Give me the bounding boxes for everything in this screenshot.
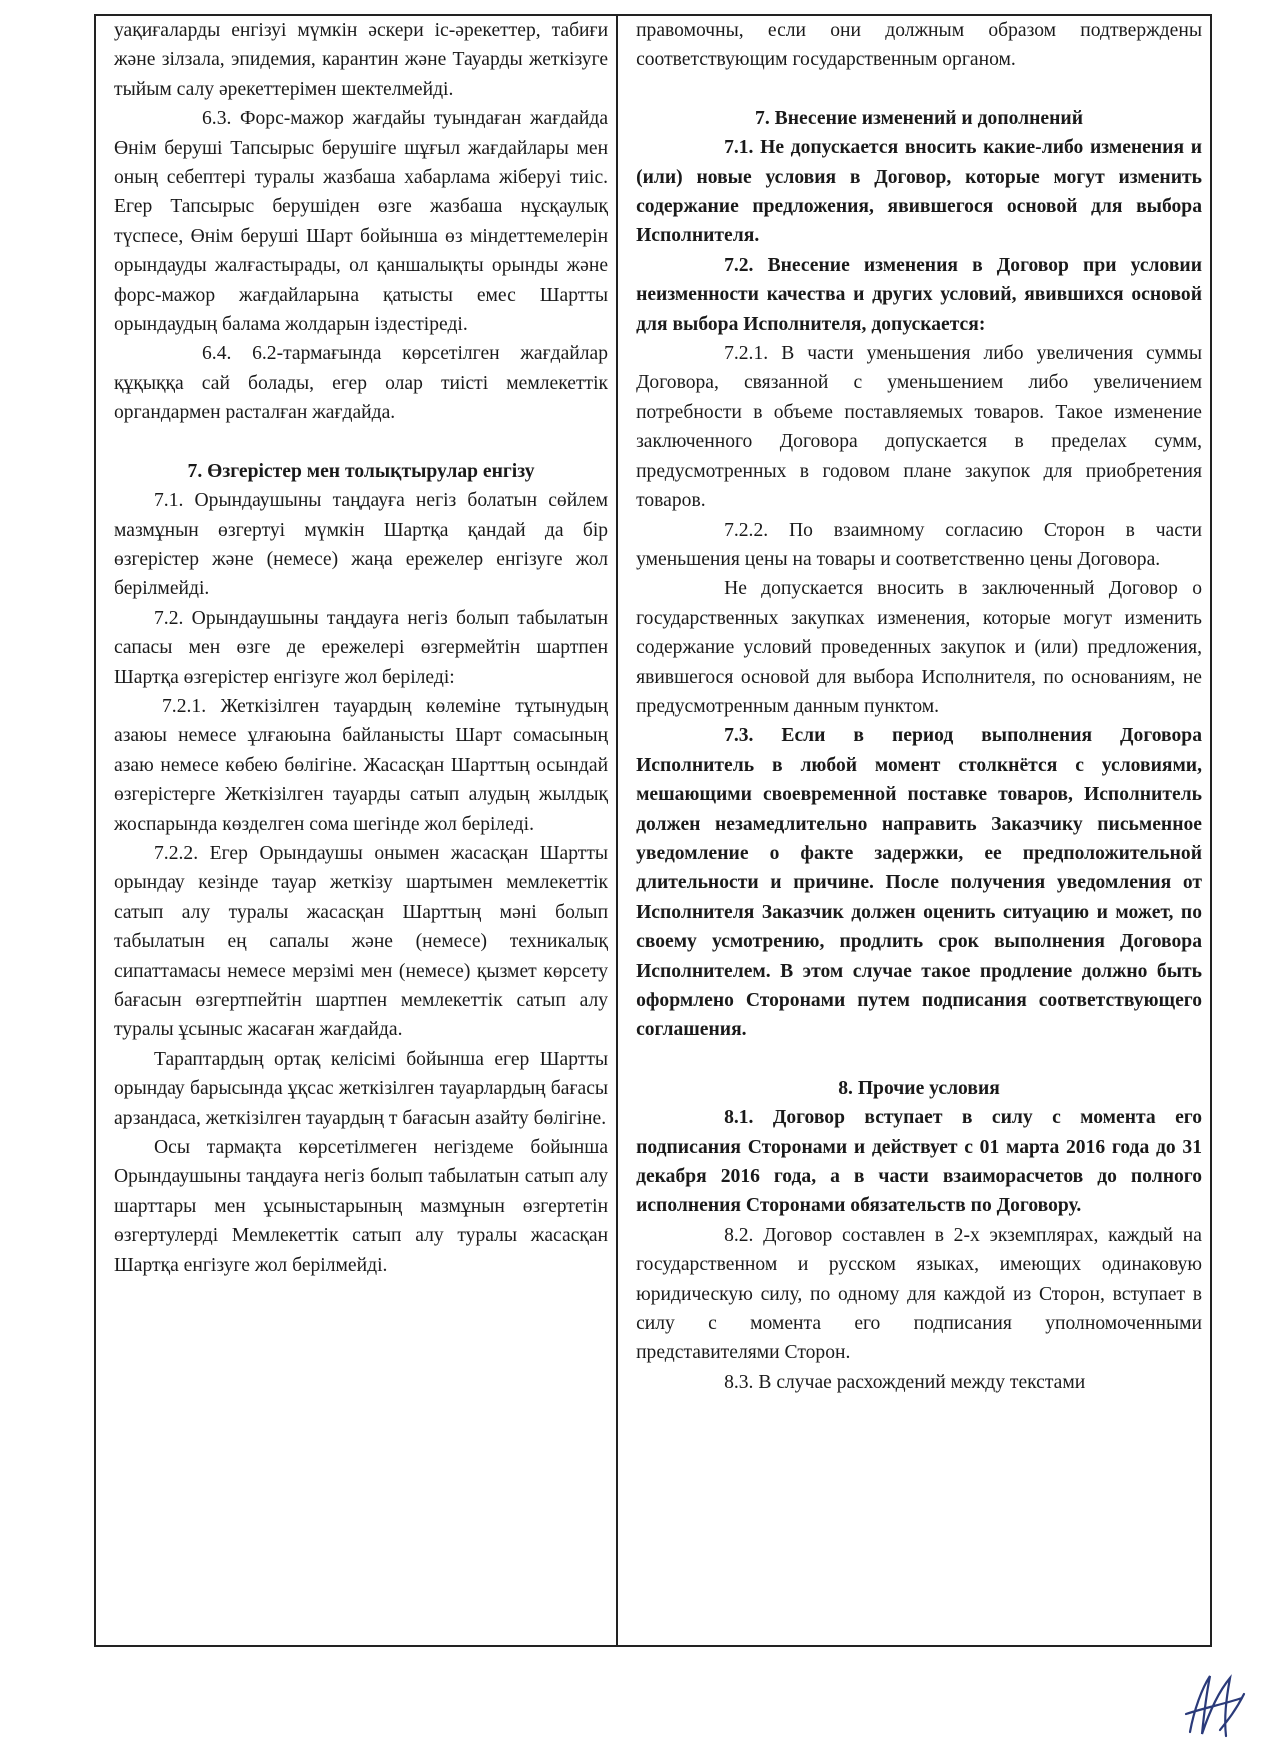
kz-mutual-agreement: Тараптардың ортақ келісімі бойынша егер Шартты орындау барысында ұқсас жеткізілген тауарлардың бағасы арзандаса, жеткізілген тауардың т бағасын азайту бөлігіне. xyxy=(114,1048,609,1129)
ru-clause-7-1: 7.1. Не допускается вносить какие-либо изменения и (или) новые условия в Договор, которые могут изменить содержание предложения, явившегося основой для выбора Исполнителя. xyxy=(636,137,1202,247)
kz-clause-7-2-1: 7.2.1. Жеткізілген тауардың көлеміне тұтынудың азаюы немесе ұлғаюына байланысты Шарт сомасының азаю немесе көбею бөлігіне. Жасасқан Шарттың осындай өзгерістерге Жеткізілген тауарды сатып алудың жылдық жоспарында көзделген сома шегінде жол беріледі. xyxy=(114,695,609,835)
spacer xyxy=(636,75,1202,104)
kz-section-7-heading: 7. Өзгерістер мен толықтырулар енгізу xyxy=(187,460,535,482)
ru-clause-8-3: 8.3. В случае расхождений между текстами xyxy=(724,1371,1086,1393)
handwritten-signature-icon xyxy=(1180,1670,1248,1740)
kz-clause-6-4: 6.4. 6.2-тармағында көрсетілген жағдайлар құқыққа сай болады, егер олар тиісті мемлекеттік органдармен расталған жағдайда. xyxy=(114,343,609,424)
ru-section-7-heading: 7. Внесение изменений и дополнений xyxy=(755,107,1083,129)
ru-clause-7-2-2: 7.2.2. По взаимному согласию Сторон в части уменьшения цены на товары и соответственно цены Договора. xyxy=(636,519,1202,570)
spacer xyxy=(636,1045,1202,1074)
kazakh-column xyxy=(96,16,618,1645)
kz-not-allowed-clause: Осы тармақта көрсетілмеген негіздеме бойынша Орындаушыны таңдауға негіз болып табылатын сатып алу шарттары мен ұсыныстарының мазмұнын өзгертетін өзгертулерді Мемлекеттік сатып алу туралы жасасқан Шартқа енгізуге жол берілмейді. xyxy=(114,1137,609,1276)
ru-clause-8-1: 8.1. Договор вступает в силу с момента его подписания Сторонами и действует с 01 марта 2016 года до 31 декабря 2016 года, а в части взаиморасчетов до полного исполнения Сторонами обязательств по Договору. xyxy=(636,1107,1202,1217)
russian-column xyxy=(618,16,1210,1645)
kz-clause-6-2-continuation: уақиғаларды енгізуі мүмкін әскери іс-әрекеттер, табиғи және зілзала, эпидемия, карантин және Тауарды жеткізуге тыйым салу әрекеттерімен шектелмейді. xyxy=(114,20,609,100)
ru-clause-8-2: 8.2. Договор составлен в 2-х экземплярах, каждый на государственном и русском языках, имеющих одинаковую юридическую силу, по одному для каждой из Сторон, вступает в силу с момента его подписания уполномоченными представителями Сторон. xyxy=(636,1224,1202,1364)
kz-clause-7-2-2: 7.2.2. Егер Орындаушы онымен жасасқан Шартты орындау кезінде тауар жеткізу шартымен мемлекеттік сатып алу туралы жасасқан Шарттың мәні болып табылатын ең сапалы және (немесе) техникалық сипаттамасы немесе мерзімі мен (немесе) қызмет көрсету бағасын өзгертпейтін шартпен мемлекеттік сатып алу туралы ұсыныс жасаған жағдайда. xyxy=(114,842,609,1041)
kz-clause-7-1: 7.1. Орындаушыны таңдауға негіз болатын сөйлем мазмұнын өзгертуі мүмкін Шартқа қандай да бір өзгерістер және (немесе) жаңа ережелер енгізуге жол берілмейді. xyxy=(114,490,609,600)
ru-clause-7-2: 7.2. Внесение изменения в Договор при условии неизменности качества и других условий, явившихся основой для выбора Исполнителя, допускается: xyxy=(636,254,1202,335)
ru-not-allowed-clause: Не допускается вносить в заключенный Договор о государственных закупках изменения, которые могут изменить содержание условий проведенных закупок и (или) предложения, явившегося основой для выбора Исполнителя, по основаниям, не предусмотренным данным пунктом. xyxy=(636,578,1202,717)
bilingual-contract-table xyxy=(94,14,1212,1647)
ru-clause-7-2-1: 7.2.1. В части уменьшения либо увеличения суммы Договора, связанной с уменьшением либо увеличением потребности в объеме поставляемых товаров. Такое изменение заключенного Договора допускается в пределах сумм, предусмотренных в годовом плане закупок для приобретения товаров. xyxy=(636,343,1202,512)
kz-clause-7-2: 7.2. Орындаушыны таңдауға негіз болып табылатын сапасы мен өзге де ережелері өзгермейтін шартпен Шартқа өзгерістер енгізуге жол беріледі: xyxy=(114,607,609,688)
spacer xyxy=(114,428,608,457)
ru-clause-7-3: 7.3. Если в период выполнения Договора Исполнитель в любой момент столкнётся с условиями, мешающими своевременной поставке товаров, Исполнитель должен незамедлительно направить Заказчику письменное уведомление о факте задержки, ее предположительной длительности и причине. После получения уведомления от Исполнителя Заказчик должен оценить ситуацию и может, по своему усмотрению, продлить срок выполнения Договора Исполнителем. В этом случае такое продление должно быть оформлено Сторонами путем подписания соответствующего соглашения. xyxy=(636,725,1202,1041)
kz-clause-6-3: 6.3. Форс-мажор жағдайы туындаған жағдайда Өнім беруші Тапсырыс берушіге шұғыл жағдайлары мен оның себептері туралы жазбаша хабарлама жіберуі тиіс. Егер Тапсырыс берушіден өзге жазбаша нұсқаулық түспесе, Өнім беруші Шарт бойынша өз міндеттемелерін орындауды жалғастырады, ол қаншалықты орынды және форс-мажор жағдайларына қатысты емес Шартты орындаудың балама жолдарын іздестіреді. xyxy=(114,108,609,336)
ru-clause-6-4-continuation: правомочны, если они должным образом подтверждены соответствующим государственным органом. xyxy=(636,20,1202,71)
ru-section-8-heading: 8. Прочие условия xyxy=(838,1077,1000,1099)
